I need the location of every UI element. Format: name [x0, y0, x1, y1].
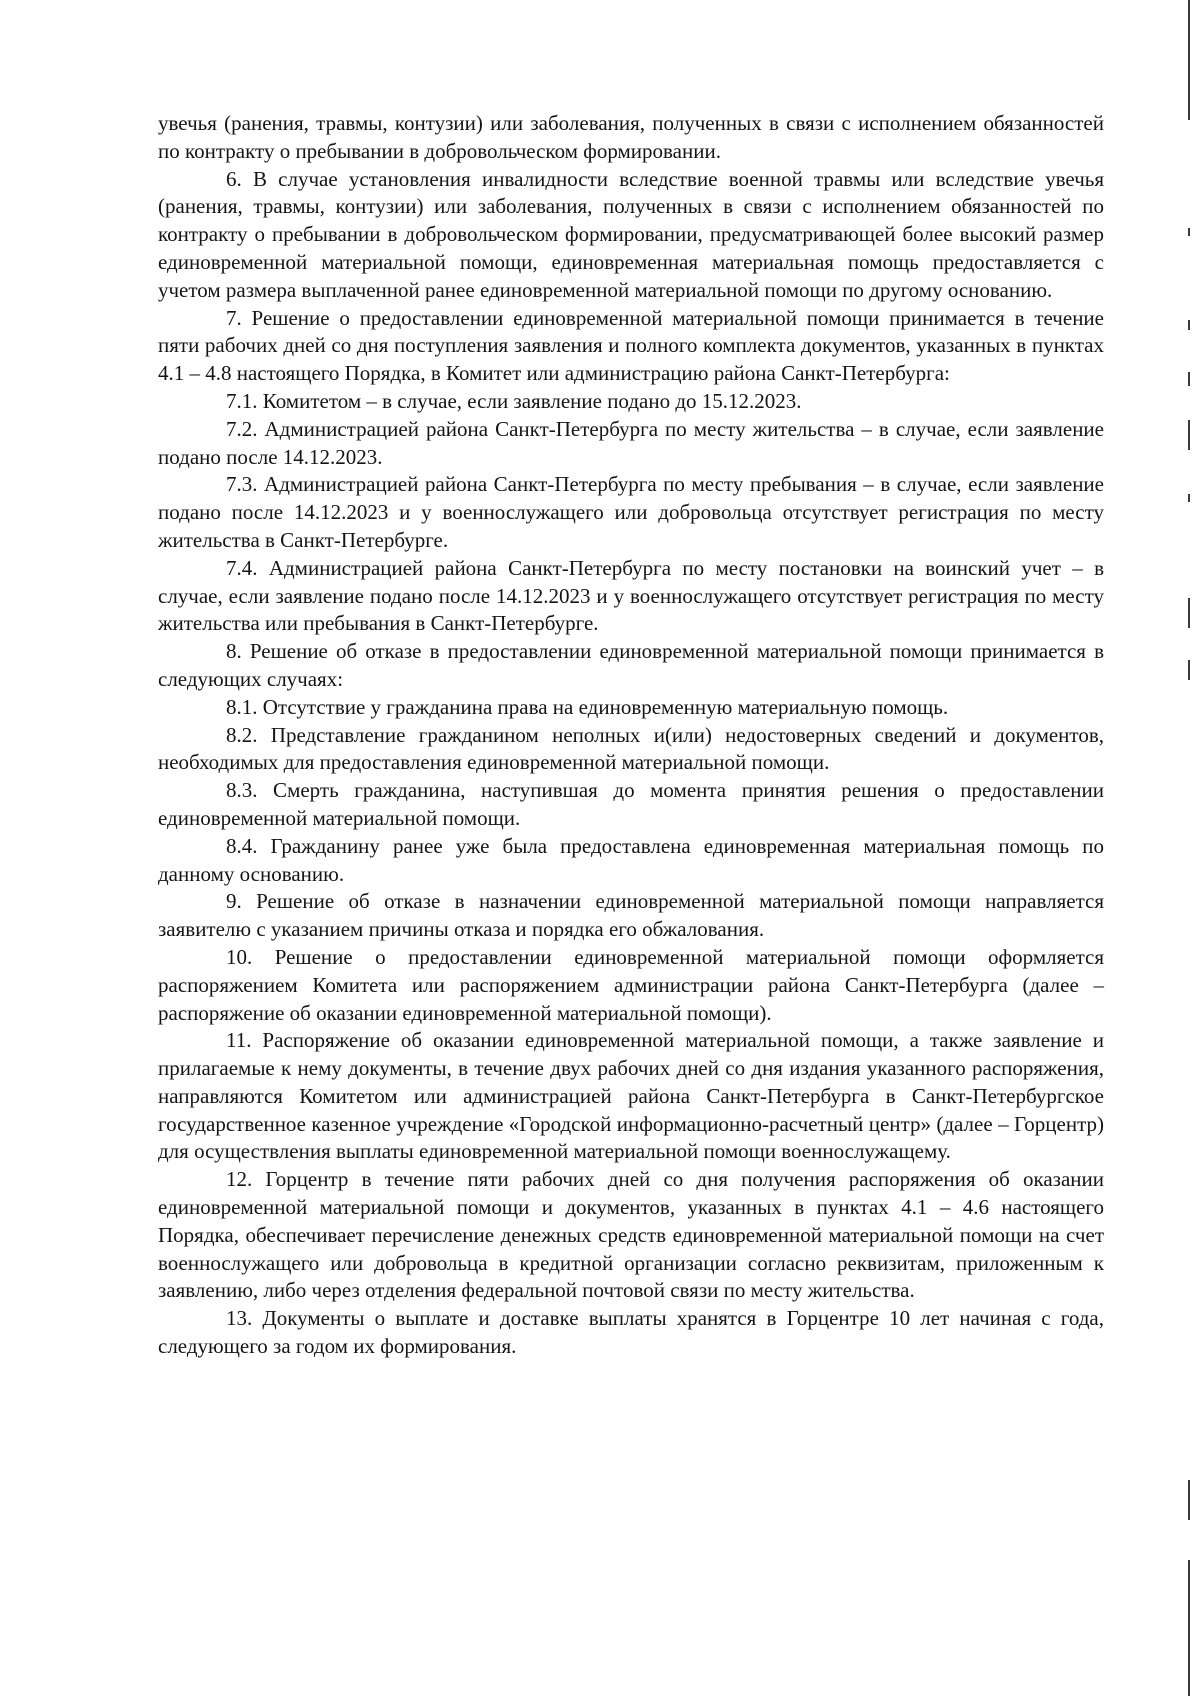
scan-mark [1188, 1560, 1190, 1696]
paragraph-6: 6. В случае установления инвалидности вследствие военной травмы или вследствие увечья (ранения, травмы, контузии) или заболевания, полученных в связи с исполнением обязанностей по контракту о пребывании в добровольческом формировании, предусматривающей более высокий размер единовременной материальной помощи, единовременная материальная помощь предоставляется с учетом размера выплаченной ранее единовременной материальной помощи по другому основанию. [158, 166, 1104, 302]
scan-edge-marks [1188, 0, 1192, 1696]
document-body [158, 110, 1104, 1361]
scan-mark [1188, 372, 1190, 386]
scan-mark [1188, 494, 1190, 502]
paragraph-9: 9. Решение об отказе в назначении единовременной материальной помощи направляется заявителю с указанием причины отказа и порядка его обжалования. [158, 889, 1104, 942]
paragraph-13: 13. Документы о выплате и доставке выплаты хранятся в Горцентре 10 лет начиная с года, следующего за годом их формирования. [158, 1306, 1104, 1359]
paragraph-11: 11. Распоряжение об оказании единовременной материальной помощи, а также заявление и прилагаемые к нему документы, в течение двух рабочих дней со дня издания указанного распоряжения, направляются Комитетом или администрацией района Санкт-Петербурга в Санкт-Петербургское государственное казенное учреждение «Городской информационно-расчетный центр» (далее – Горцентр) для осуществления выплаты единовременной материальной помощи военнослужащему. [158, 1028, 1104, 1164]
paragraph-7-2: 7.2. Администрацией района Санкт-Петербурга по месту жительства – в случае, если заявление подано после 14.12.2023. [158, 416, 1104, 469]
scan-mark [1188, 420, 1190, 450]
paragraph-8-3: 8.3. Смерть гражданина, наступившая до момента принятия решения о предоставлении единовременной материальной помощи. [158, 778, 1104, 830]
scan-mark [1188, 1480, 1190, 1520]
scan-mark [1188, 598, 1190, 628]
scan-mark [1188, 228, 1190, 236]
paragraph-continuation: увечья (ранения, травмы, контузии) или заболевания, полученных в связи с исполнением обязанностей по контракту о пребывании в добровольческом формировании. [158, 111, 1104, 163]
paragraph-7-4: 7.4. Администрацией района Санкт-Петербурга по месту постановки на воинский учет – в случае, если заявление подано после 14.12.2023 и у военнослужащего отсутствует регистрация по месту жительства или пребывания в Санкт-Петербурге. [158, 555, 1104, 636]
paragraph-8-1: 8.1. Отсутствие у гражданина права на единовременную материальную помощь. [226, 694, 949, 719]
paragraph-7: 7. Решение о предоставлении единовременной материальной помощи принимается в течение пяти рабочих дней со дня поступления заявления и полного комплекта документов, указанных в пунктах 4.1 – 4.8 настоящего Порядка, в Комитет или администрацию района Санкт-Петербурга: [158, 305, 1104, 386]
paragraph-7-3: 7.3. Администрацией района Санкт-Петербурга по месту пребывания – в случае, если заявление подано после 14.12.2023 и у военнослужащего или добровольца отсутствует регистрация по месту жительства в Санкт-Петербурге. [158, 472, 1104, 552]
paragraph-10: 10. Решение о предоставлении единовременной материальной помощи оформляется распоряжением Комитета или распоряжением администрации района Санкт-Петербурга (далее – распоряжение об оказании единовременной материальной помощи). [158, 944, 1104, 1025]
scan-mark [1188, 320, 1190, 330]
scan-mark [1188, 660, 1190, 680]
paragraph-8: 8. Решение об отказе в предоставлении единовременной материальной помощи принимается в следующих случаях: [158, 639, 1104, 691]
paragraph-12: 12. Горцентр в течение пяти рабочих дней со дня получения распоряжения об оказании единовременной материальной помощи и документов, указанных в пунктах 4.1 – 4.6 настоящего Порядка, обеспечивает перечисление денежных средств единовременной материальной помощи на счет военнослужащего или добровольца в кредитной организации согласно реквизитам, приложенным к заявлению, либо через отделения федеральной почтовой связи по месту жительства. [158, 1167, 1104, 1303]
scan-mark [1188, 0, 1190, 120]
paragraph-8-2: 8.2. Представление гражданином неполных и(или) недостоверных сведений и документов, необходимых для предоставления единовременной материальной помощи. [158, 722, 1104, 775]
paragraph-8-4: 8.4. Гражданину ранее уже была предоставлена единовременная материальная помощь по данному основанию. [158, 833, 1104, 886]
paragraph-7-1: 7.1. Комитетом – в случае, если заявление подано до 15.12.2023. [226, 388, 802, 413]
